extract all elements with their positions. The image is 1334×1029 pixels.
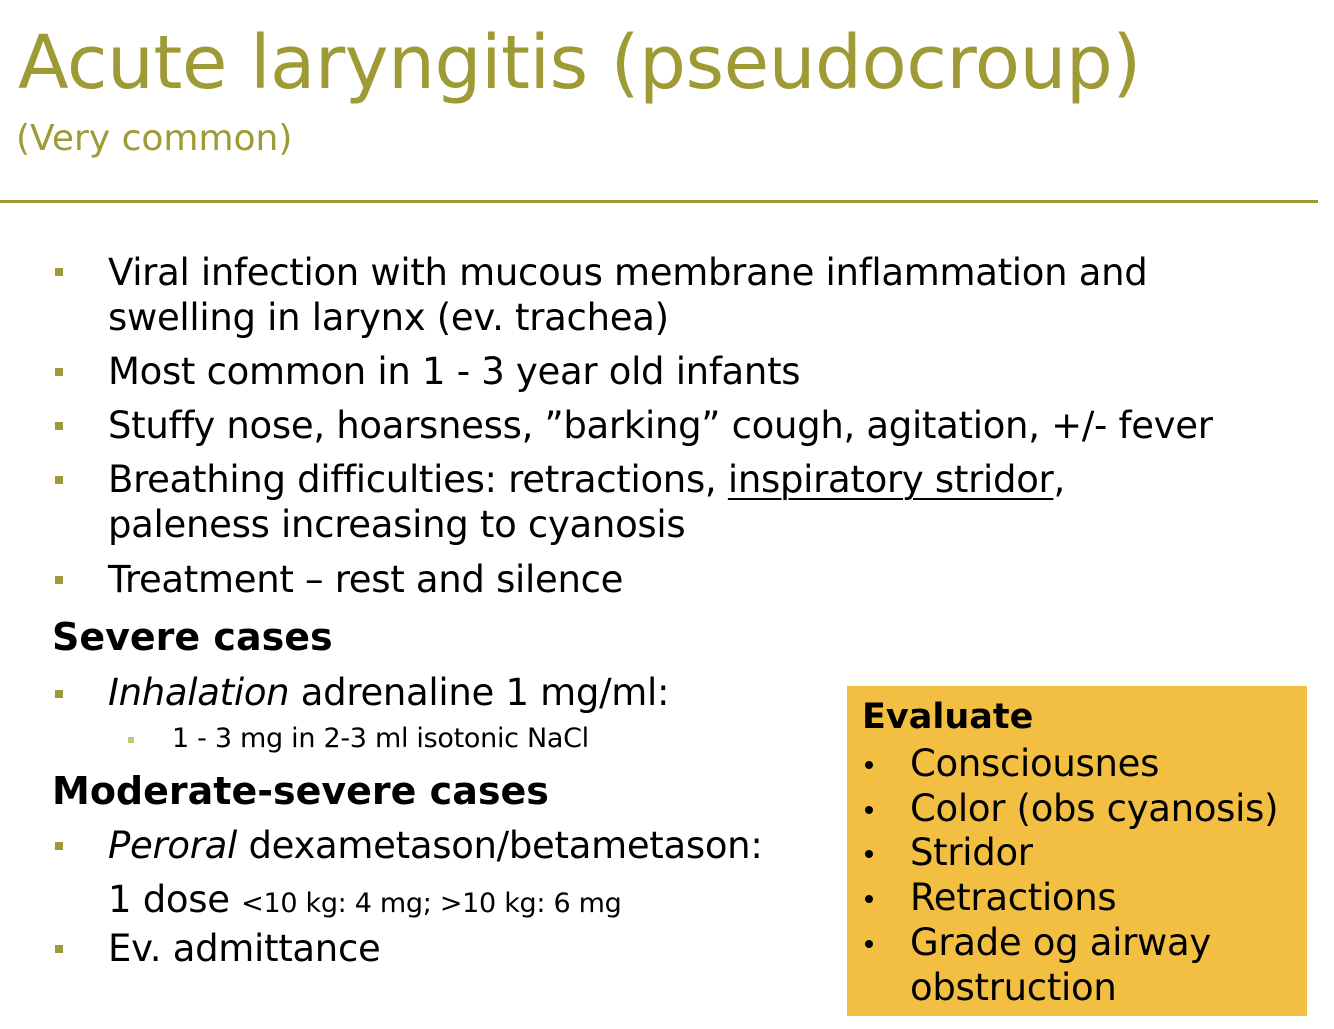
evaluate-item: Grade og airway <box>910 921 1211 964</box>
evaluate-bullet <box>865 940 873 948</box>
bullet-marker <box>55 422 63 430</box>
evaluate-item-continued: obstruction <box>910 966 1117 1009</box>
bullet-marker <box>55 842 63 850</box>
underlined-term: inspiratory stridor <box>727 458 1054 501</box>
slide-subtitle: (Very common) <box>16 118 293 159</box>
severe-treatment <box>108 671 670 714</box>
moderate-treatment <box>108 824 763 867</box>
bullet-text: Viral infection with mucous membrane inflammation and <box>108 251 1148 294</box>
evaluate-bullet <box>865 761 873 769</box>
route-italic: Inhalation <box>108 671 290 714</box>
title-divider <box>0 200 1318 203</box>
treatment-text: adrenaline 1 mg/ml: <box>289 671 670 714</box>
bullet-marker <box>55 476 63 484</box>
moderate-cases-heading: Moderate-severe cases <box>52 769 549 813</box>
dose-main: 1 dose <box>108 878 242 921</box>
severe-dose: 1 - 3 mg in 2-3 ml isotonic NaCl <box>172 723 589 754</box>
bullet-text-continued: paleness increasing to cyanosis <box>108 503 686 546</box>
bullet-marker <box>55 576 63 584</box>
evaluate-item: Consciousnes <box>910 742 1160 785</box>
evaluate-bullet <box>865 806 873 814</box>
evaluate-bullet <box>865 895 873 903</box>
route-italic: Peroral <box>108 824 237 867</box>
bullet-marker <box>55 690 63 698</box>
bullet-text-part: Breathing difficulties: retractions, <box>108 458 728 501</box>
bullet-marker <box>55 268 63 276</box>
slide-title: Acute laryngitis (pseudocroup) <box>18 20 1141 106</box>
bullet-text: Stuffy nose, hoarsness, ”barking” cough, agitation, +/- fever <box>108 404 1213 447</box>
bullet-text: Treatment – rest and silence <box>108 558 624 601</box>
evaluate-bullet <box>865 850 873 858</box>
bullet-marker <box>55 368 63 376</box>
evaluate-item: Color (obs cyanosis) <box>910 787 1279 830</box>
severe-cases-heading: Severe cases <box>52 615 333 659</box>
moderate-dose <box>108 878 622 921</box>
sub-bullet-marker <box>128 737 134 743</box>
bullet-text: Most common in 1 - 3 year old infants <box>108 350 801 393</box>
bullet-text-continued: swelling in larynx (ev. trachea) <box>108 296 669 339</box>
admittance-text: Ev. admittance <box>108 927 381 970</box>
evaluate-item: Stridor <box>910 831 1033 874</box>
evaluate-title: Evaluate <box>862 697 1034 737</box>
treatment-text: dexametason/betametason: <box>237 824 763 867</box>
dose-detail: <10 kg: 4 mg; >10 kg: 6 mg <box>241 888 622 919</box>
bullet-text <box>108 458 1065 501</box>
bullet-text-part: , <box>1053 458 1065 501</box>
bullet-marker <box>55 945 63 953</box>
evaluate-item: Retractions <box>910 876 1117 919</box>
